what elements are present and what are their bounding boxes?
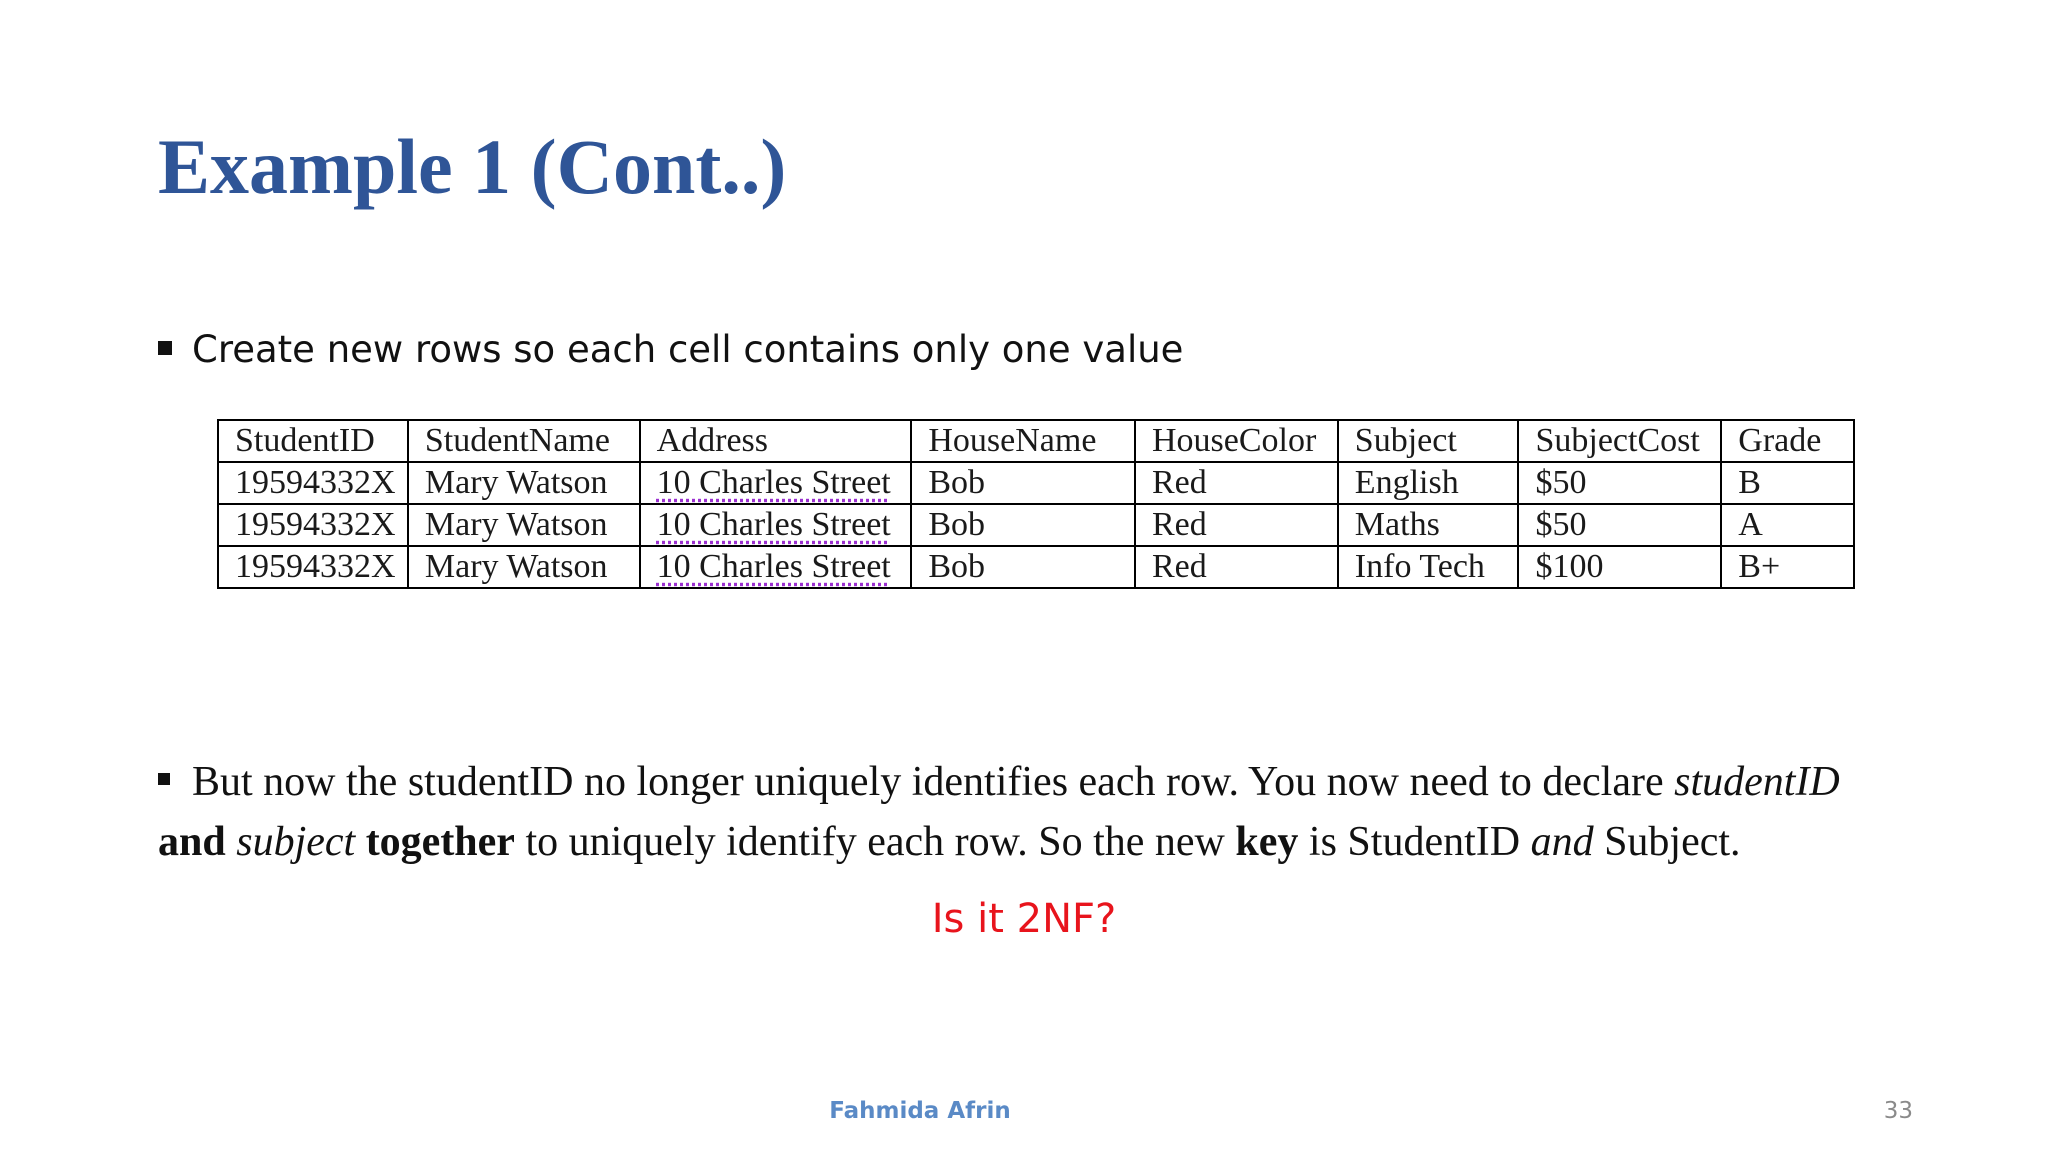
address-text: 10 Charles Street [656, 548, 891, 585]
bullet-square-icon [158, 773, 170, 785]
student-table [217, 419, 1855, 589]
header-studentname: StudentName [408, 420, 640, 462]
cell-grade: B [1721, 462, 1854, 504]
table-row [218, 546, 1854, 588]
cell-studentname: Mary Watson [408, 462, 640, 504]
para-italic-subject: subject [236, 819, 356, 865]
cell-studentid: 19594332X [218, 462, 408, 504]
para-italic-and: and [1530, 819, 1594, 865]
page-number: 33 [1883, 1098, 1913, 1124]
cell-grade: B+ [1721, 546, 1854, 588]
para-text-4: Subject. [1593, 819, 1741, 865]
cell-subject: English [1338, 462, 1519, 504]
bullet-square-icon [158, 341, 172, 355]
cell-housecolor: Red [1135, 462, 1338, 504]
cell-subject: Maths [1338, 504, 1519, 546]
cell-subjectcost: $50 [1518, 462, 1721, 504]
key-explanation-paragraph [158, 752, 1918, 872]
cell-address [640, 462, 912, 504]
header-grade: Grade [1721, 420, 1854, 462]
cell-housename: Bob [911, 546, 1135, 588]
table-header-row [218, 420, 1854, 462]
para-text-2: to uniquely identify each row. So the new [514, 819, 1236, 865]
cell-studentid: 19594332X [218, 546, 408, 588]
cell-studentid: 19594332X [218, 504, 408, 546]
slide-title: Example 1 (Cont..) [158, 123, 787, 210]
para-text-3: is StudentID [1298, 819, 1531, 865]
header-address: Address [640, 420, 912, 462]
cell-studentname: Mary Watson [408, 504, 640, 546]
para-bold-and: and [158, 819, 226, 865]
address-text: 10 Charles Street [656, 506, 891, 543]
cell-subject: Info Tech [1338, 546, 1519, 588]
header-housecolor: HouseColor [1135, 420, 1338, 462]
cell-housecolor: Red [1135, 546, 1338, 588]
para-text-1: But now the studentID no longer uniquely identifies each row. You now need to declare [192, 759, 1675, 805]
para-space-1 [226, 819, 237, 865]
table-row [218, 462, 1854, 504]
header-subject: Subject [1338, 420, 1519, 462]
para-space-2 [355, 819, 366, 865]
address-text: 10 Charles Street [656, 464, 891, 501]
cell-address [640, 546, 912, 588]
cell-subjectcost: $100 [1518, 546, 1721, 588]
header-studentid: StudentID [218, 420, 408, 462]
cell-studentname: Mary Watson [408, 546, 640, 588]
cell-address [640, 504, 912, 546]
cell-housename: Bob [911, 504, 1135, 546]
question-2nf: Is it 2NF? [931, 896, 1117, 942]
cell-grade: A [1721, 504, 1854, 546]
para-bold-together: together [365, 819, 515, 865]
para-bold-key: key [1235, 819, 1299, 865]
cell-housecolor: Red [1135, 504, 1338, 546]
header-housename: HouseName [911, 420, 1135, 462]
table-row [218, 504, 1854, 546]
bullet-create-rows [158, 328, 1183, 372]
footer-author: Fahmida Afrin [829, 1098, 1011, 1124]
bullet-text: Create new rows so each cell contains only one value [192, 328, 1184, 371]
cell-housename: Bob [911, 462, 1135, 504]
cell-subjectcost: $50 [1518, 504, 1721, 546]
header-subjectcost: SubjectCost [1518, 420, 1721, 462]
para-italic-studentid: studentID [1674, 759, 1840, 805]
